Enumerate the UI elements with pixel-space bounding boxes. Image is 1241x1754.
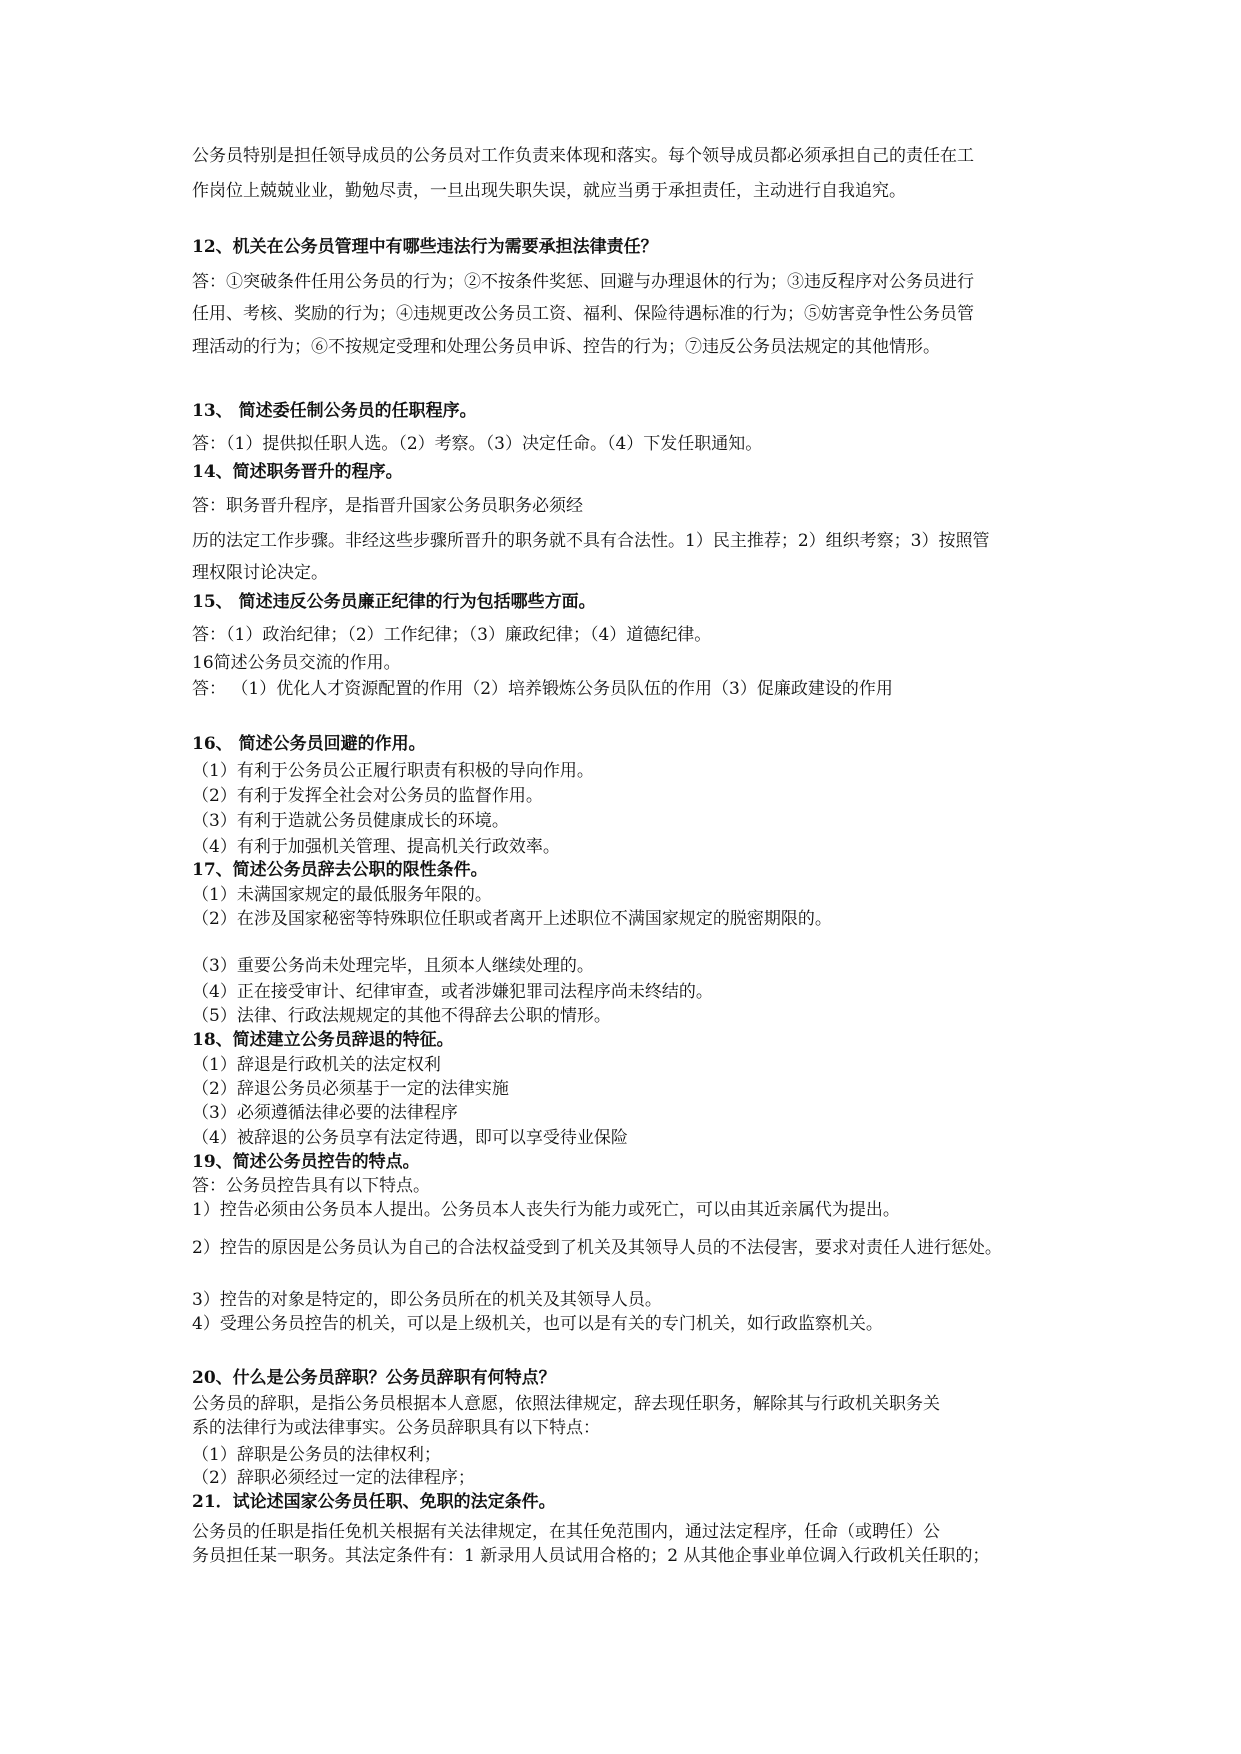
text-line: 作岗位上兢兢业业，勤勉尽责，一旦出现失职失误，就应当勇于承担责任，主动进行自我追究。: [192, 181, 906, 201]
question-heading: 20、什么是公务员辞职？公务员辞职有何特点？: [192, 1368, 556, 1388]
text-line: 4）受理公务员控告的机关，可以是上级机关，也可以是有关的专门机关，如行政监察机关。: [192, 1314, 883, 1334]
text-line: 理权限讨论决定。: [192, 563, 328, 583]
text-line: 公务员的辞职，是指公务员根据本人意愿，依照法律规定，辞去现任职务，解除其与行政机关职务关: [192, 1394, 940, 1414]
text-line: （1）辞退是行政机关的法定权利: [192, 1055, 441, 1075]
question-heading: 21．试论述国家公务员任职、免职的法定条件。: [192, 1492, 556, 1512]
text-line: （5）法律、行政法规规定的其他不得辞去公职的情形。: [192, 1006, 611, 1026]
text-line: 公务员特别是担任领导成员的公务员对工作负责来体现和落实。每个领导成员都必须承担自己的责任在工: [192, 146, 974, 166]
text-line: 理活动的行为；⑥不按规定受理和处理公务员申诉、控告的行为；⑦违反公务员法规定的其他情形。: [192, 337, 940, 357]
text-line: 答：职务晋升程序，是指晋升国家公务员职务必须经: [192, 496, 583, 516]
question-heading: 19、简述公务员控告的特点。: [192, 1152, 420, 1172]
text-line: 答：①突破条件任用公务员的行为；②不按条件奖惩、回避与办理退休的行为；③违反程序对公务员进行: [192, 272, 974, 292]
text-line: （2）在涉及国家秘密等特殊职位任职或者离开上述职位不满国家规定的脱密期限的。: [192, 909, 832, 929]
text-line: （4）被辞退的公务员享有法定待遇，即可以享受待业保险: [192, 1128, 628, 1148]
text-line: 答： （1）优化人才资源配置的作用（2）培养锻炼公务员队伍的作用（3）促廉政建设的作用: [192, 679, 893, 699]
text-line: 2）控告的原因是公务员认为自己的合法权益受到了机关及其领导人员的不法侵害，要求对责任人进行惩处。: [192, 1238, 1002, 1258]
text-line: 公务员的任职是指任免机关根据有关法律规定，在其任免范围内，通过法定程序，任命（或聘任）公: [192, 1522, 940, 1542]
text-line: （3）必须遵循法律必要的法律程序: [192, 1103, 458, 1123]
question-heading: 14、简述职务晋升的程序。: [192, 462, 403, 482]
text-line: 答：（1）政治纪律；（2）工作纪律；（3）廉政纪律；（4）道德纪律。: [192, 625, 712, 645]
question-heading: 15、 简述违反公务员廉正纪律的行为包括哪些方面。: [192, 592, 596, 612]
text-line: 任用、考核、奖励的行为；④违规更改公务员工资、福利、保险待遇标准的行为；⑤妨害竞争性公务员管: [192, 304, 974, 324]
text-line: 务员担任某一职务。其法定条件有：1 新录用人员试用合格的；2 从其他企事业单位调入行政机关任职的；: [192, 1546, 990, 1566]
text-line: 1）控告必须由公务员本人提出。公务员本人丧失行为能力或死亡，可以由其近亲属代为提出。: [192, 1200, 900, 1220]
text-line: 系的法律行为或法律事实。公务员辞职具有以下特点：: [192, 1418, 600, 1438]
text-line: 答：公务员控告具有以下特点。: [192, 1176, 430, 1196]
text-line: （2）辞职必须经过一定的法律程序；: [192, 1468, 475, 1488]
question-heading: 13、 简述委任制公务员的任职程序。: [192, 401, 477, 421]
text-line: （1）辞职是公务员的法律权利；: [192, 1445, 441, 1465]
question-heading: 12、机关在公务员管理中有哪些违法行为需要承担法律责任？: [192, 237, 658, 257]
text-line: 16简述公务员交流的作用。: [192, 653, 401, 673]
text-line: （1）有利于公务员公正履行职责有积极的导向作用。: [192, 761, 594, 781]
text-line: （3）重要公务尚未处理完毕，且须本人继续处理的。: [192, 956, 594, 976]
text-line: （4）有利于加强机关管理、提高机关行政效率。: [192, 837, 560, 857]
text-line: （1）未满国家规定的最低服务年限的。: [192, 885, 492, 905]
text-line: （2）有利于发挥全社会对公务员的监督作用。: [192, 786, 543, 806]
text-line: 答：（1）提供拟任职人选。（2）考察。（3）决定任命。（4）下发任职通知。: [192, 434, 763, 454]
question-heading: 16、 简述公务员回避的作用。: [192, 734, 426, 754]
question-heading: 18、简述建立公务员辞退的特征。: [192, 1030, 454, 1050]
text-line: （2）辞退公务员必须基于一定的法律实施: [192, 1079, 509, 1099]
text-line: （4）正在接受审计、纪律审查，或者涉嫌犯罪司法程序尚未终结的。: [192, 982, 713, 1002]
text-line: （3）有利于造就公务员健康成长的环境。: [192, 811, 509, 831]
text-line: 历的法定工作步骤。非经这些步骤所晋升的职务就不具有合法性。1）民主推荐；2）组织考察；3）按照管: [192, 531, 990, 551]
question-heading: 17、简述公务员辞去公职的限性条件。: [192, 860, 488, 880]
text-line: 3）控告的对象是特定的，即公务员所在的机关及其领导人员。: [192, 1290, 662, 1310]
